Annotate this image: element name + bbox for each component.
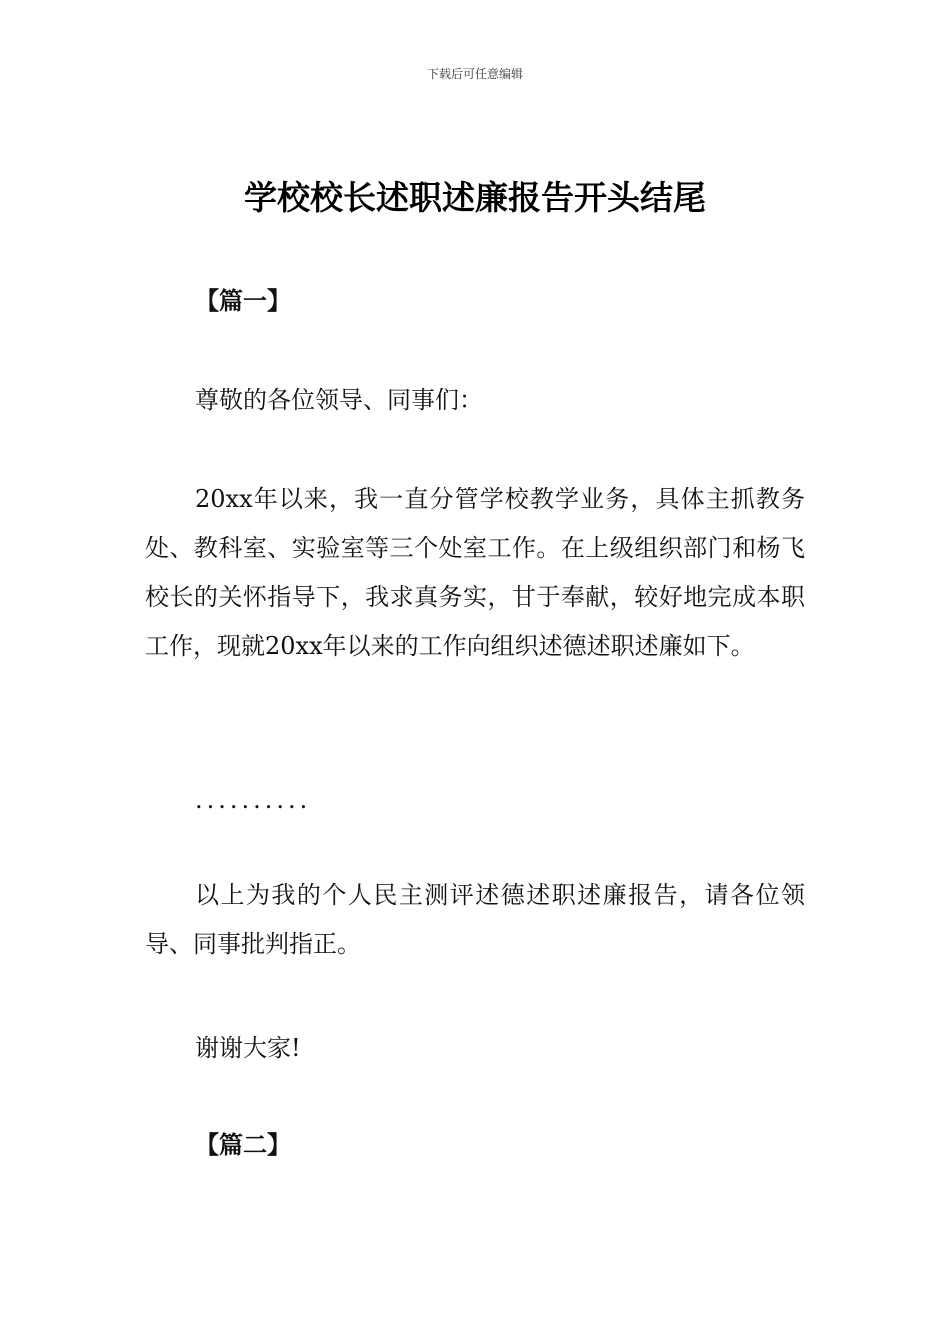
thanks-line: 谢谢大家! — [195, 1034, 301, 1062]
paragraph-intro: 20xx年以来，我一直分管学校教学业务，具体主抓教务处、教科室、实验室等三个处室工作。在上级组织部门和杨飞校长的关怀指导下，我求真务实，甘于奉献，较好地完成本职工作，现就20xx年以来的工作向组织述德述职述廉如下。 — [145, 485, 805, 660]
document-title: 学校校长述职述廉报告开头结尾 — [244, 178, 706, 217]
ellipsis-separator: .......... — [195, 786, 312, 814]
section-heading-one: 【篇一】 — [195, 286, 291, 315]
paragraph-closing: 以上为我的个人民主测评述德述职述廉报告，请各位领导、同事批判指正。 — [145, 881, 805, 958]
section-heading-two: 【篇二】 — [195, 1130, 291, 1159]
salutation: 尊敬的各位领导、同事们： — [195, 386, 483, 414]
header-note: 下载后可任意编辑 — [426, 67, 523, 81]
